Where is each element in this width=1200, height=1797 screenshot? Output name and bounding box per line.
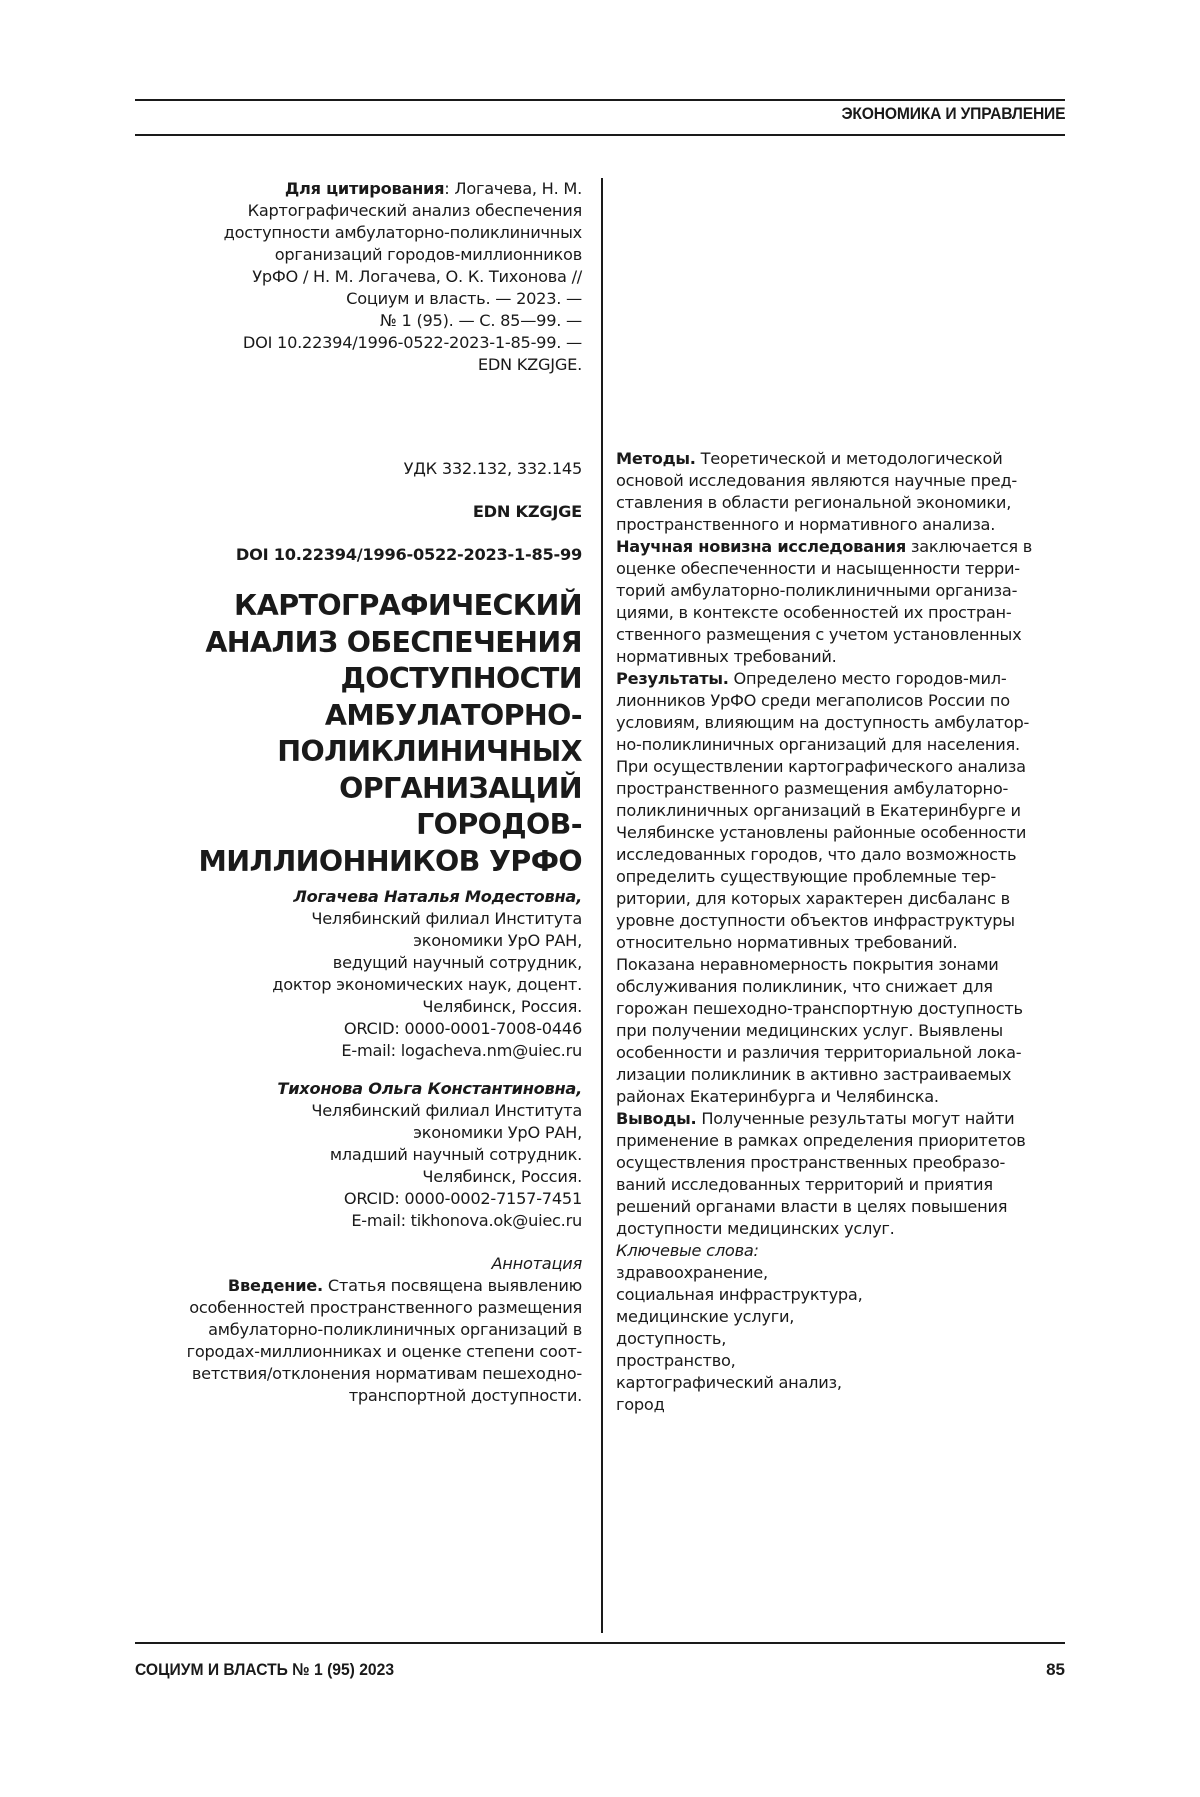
doi-code: DOI 10.22394/1996-0522-2023-1-85-99 bbox=[142, 544, 582, 566]
results-line: Показана неравномерность покрытия зонами bbox=[616, 954, 1066, 976]
intro-line: особенностей пространственного размещения bbox=[142, 1297, 582, 1319]
results-line: лионников УрФО среди мегаполисов России по bbox=[616, 690, 1066, 712]
results-line: лизации поликлиник в активно застраиваемых bbox=[616, 1064, 1066, 1086]
novelty-line: торий амбулаторно-поликлиничными организа- bbox=[616, 580, 1066, 602]
citation-line: Социум и власть. — 2023. — bbox=[142, 288, 582, 310]
conclusions-line: решений органами власти в целях повышения bbox=[616, 1196, 1066, 1218]
intro-line: амбулаторно-поликлиничных организаций в bbox=[142, 1319, 582, 1341]
author-line: экономики УрО РАН, bbox=[142, 1122, 582, 1144]
methods-line: основой исследования являются научные пред- bbox=[616, 470, 1066, 492]
citation-label: Для цитирования bbox=[285, 179, 444, 198]
intro-line: ветствия/отклонения нормативам пешеходно- bbox=[142, 1363, 582, 1385]
author-email: E-mail: tikhonova.ok@uiec.ru bbox=[142, 1210, 582, 1232]
title-line: КАРТОГРАФИЧЕСКИЙ bbox=[102, 588, 582, 625]
keyword: доступность, bbox=[616, 1328, 1066, 1350]
author-orcid: ORCID: 0000-0001-7008-0446 bbox=[142, 1018, 582, 1040]
conclusions-line: применение в рамках определения приоритетов bbox=[616, 1130, 1066, 1152]
author-line: Челябинский филиал Института bbox=[142, 908, 582, 930]
results-line: Челябинске установлены районные особенности bbox=[616, 822, 1066, 844]
results-line: уровне доступности объектов инфраструктуры bbox=[616, 910, 1066, 932]
author-line: Челябинск, Россия. bbox=[142, 1166, 582, 1188]
conclusions-line: осуществления пространственных преобразо- bbox=[616, 1152, 1066, 1174]
intro-line: Статья посвящена выявлению bbox=[323, 1276, 582, 1295]
novelty-line: нормативных требований. bbox=[616, 646, 1066, 668]
keyword: город bbox=[616, 1394, 1066, 1416]
conclusions-line: доступности медицинских услуг. bbox=[616, 1218, 1066, 1240]
methods-line: ставления в области региональной экономики, bbox=[616, 492, 1066, 514]
keywords-heading: Ключевые слова: bbox=[616, 1240, 1066, 1262]
citation-block bbox=[142, 178, 582, 376]
conclusions-line: ваний исследованных территорий и приятия bbox=[616, 1174, 1066, 1196]
results-line: при получении медицинских услуг. Выявлены bbox=[616, 1020, 1066, 1042]
results-line: условиям, влияющим на доступность амбулатор- bbox=[616, 712, 1066, 734]
article-title bbox=[102, 588, 582, 880]
column-divider bbox=[601, 178, 603, 1633]
results-line: исследованных городов, что дало возможность bbox=[616, 844, 1066, 866]
intro-line: транспортной доступности. bbox=[142, 1385, 582, 1407]
author-line: младший научный сотрудник. bbox=[142, 1144, 582, 1166]
results-line: ритории, для которых характерен дисбаланс в bbox=[616, 888, 1066, 910]
keyword: социальная инфраструктура, bbox=[616, 1284, 1066, 1306]
novelty-line: оценке обеспеченности и насыщенности терри- bbox=[616, 558, 1066, 580]
edn-code: EDN KZGJGE bbox=[142, 501, 582, 523]
author-line: доктор экономических наук, доцент. bbox=[142, 974, 582, 996]
abstract-intro bbox=[142, 1253, 582, 1407]
novelty-label: Научная новизна исследования bbox=[616, 537, 906, 556]
conclusions-line: Полученные результаты могут найти bbox=[696, 1109, 1014, 1128]
citation-line: организаций городов-миллионников bbox=[142, 244, 582, 266]
title-line: МИЛЛИОННИКОВ УРФО bbox=[102, 844, 582, 881]
journal-name: СОЦИУМ И ВЛАСТЬ № 1 (95) 2023 bbox=[135, 1660, 394, 1680]
title-line: ОРГАНИЗАЦИЙ bbox=[102, 771, 582, 808]
results-line: Определено место городов-мил- bbox=[729, 669, 1007, 688]
results-line: определить существующие проблемные тер- bbox=[616, 866, 1066, 888]
abstract-heading: Аннотация bbox=[142, 1253, 582, 1275]
title-line: ПОЛИКЛИНИЧНЫХ bbox=[102, 734, 582, 771]
title-line: АНАЛИЗ ОБЕСПЕЧЕНИЯ bbox=[102, 625, 582, 662]
methods-line: пространственного и нормативного анализа. bbox=[616, 514, 1066, 536]
novelty-line: ственного размещения с учетом установленных bbox=[616, 624, 1066, 646]
title-line: ДОСТУПНОСТИ bbox=[102, 661, 582, 698]
citation-line: № 1 (95). — С. 85—99. — bbox=[142, 310, 582, 332]
author-name: Логачева Наталья Модестовна, bbox=[142, 886, 582, 908]
keyword: здравоохранение, bbox=[616, 1262, 1066, 1284]
methods-line: Теоретической и методологической bbox=[696, 449, 1003, 468]
keyword: картографический анализ, bbox=[616, 1372, 1066, 1394]
methods-label: Методы. bbox=[616, 449, 696, 468]
header-rule-top bbox=[135, 99, 1065, 101]
header-rule-bottom bbox=[135, 134, 1065, 136]
author-line: экономики УрО РАН, bbox=[142, 930, 582, 952]
citation-line: EDN KZGJGE. bbox=[142, 354, 582, 376]
conclusions-label: Выводы. bbox=[616, 1109, 696, 1128]
keyword: пространство, bbox=[616, 1350, 1066, 1372]
author-line: ведущий научный сотрудник, bbox=[142, 952, 582, 974]
author-block bbox=[142, 1078, 582, 1232]
results-line: особенности и различия территориальной лока- bbox=[616, 1042, 1066, 1064]
results-line: относительно нормативных требований. bbox=[616, 932, 1066, 954]
results-line: но-поликлиничных организаций для населения. bbox=[616, 734, 1066, 756]
title-line: ГОРОДОВ- bbox=[102, 807, 582, 844]
results-line: районах Екатеринбурга и Челябинска. bbox=[616, 1086, 1066, 1108]
author-block bbox=[142, 886, 582, 1062]
udk-code: УДК 332.132, 332.145 bbox=[142, 458, 582, 480]
citation-line: Картографический анализ обеспечения bbox=[142, 200, 582, 222]
citation-line: доступности амбулаторно-поликлиничных bbox=[142, 222, 582, 244]
results-line: пространственного размещения амбулаторно- bbox=[616, 778, 1066, 800]
citation-line: DOI 10.22394/1996-0522-2023-1-85-99. — bbox=[142, 332, 582, 354]
section-title: ЭКОНОМИКА И УПРАВЛЕНИЕ bbox=[841, 104, 1065, 124]
intro-label: Введение. bbox=[228, 1276, 323, 1295]
intro-line: городах-миллионниках и оценке степени соот- bbox=[142, 1341, 582, 1363]
author-orcid: ORCID: 0000-0002-7157-7451 bbox=[142, 1188, 582, 1210]
results-line: При осуществлении картографического анализа bbox=[616, 756, 1066, 778]
results-line: горожан пешеходно-транспортную доступность bbox=[616, 998, 1066, 1020]
author-line: Челябинск, Россия. bbox=[142, 996, 582, 1018]
novelty-line: циями, в контексте особенностей их простран- bbox=[616, 602, 1066, 624]
page-number: 85 bbox=[1046, 1660, 1065, 1680]
keywords-block bbox=[616, 1240, 1066, 1416]
results-line: обслуживания поликлиник, что снижает для bbox=[616, 976, 1066, 998]
novelty-line: заключается в bbox=[906, 537, 1032, 556]
citation-line: УрФО / Н. М. Логачева, О. К. Тихонова // bbox=[142, 266, 582, 288]
keyword: медицинские услуги, bbox=[616, 1306, 1066, 1328]
title-line: АМБУЛАТОРНО- bbox=[102, 698, 582, 735]
citation-line: : Логачева, Н. М. bbox=[444, 179, 582, 198]
author-email: E-mail: logacheva.nm@uiec.ru bbox=[142, 1040, 582, 1062]
author-name: Тихонова Ольга Константиновна, bbox=[142, 1078, 582, 1100]
results-line: поликлиничных организаций в Екатеринбурге и bbox=[616, 800, 1066, 822]
results-label: Результаты. bbox=[616, 669, 729, 688]
author-line: Челябинский филиал Института bbox=[142, 1100, 582, 1122]
abstract-body bbox=[616, 448, 1066, 1240]
footer-rule bbox=[135, 1642, 1065, 1644]
